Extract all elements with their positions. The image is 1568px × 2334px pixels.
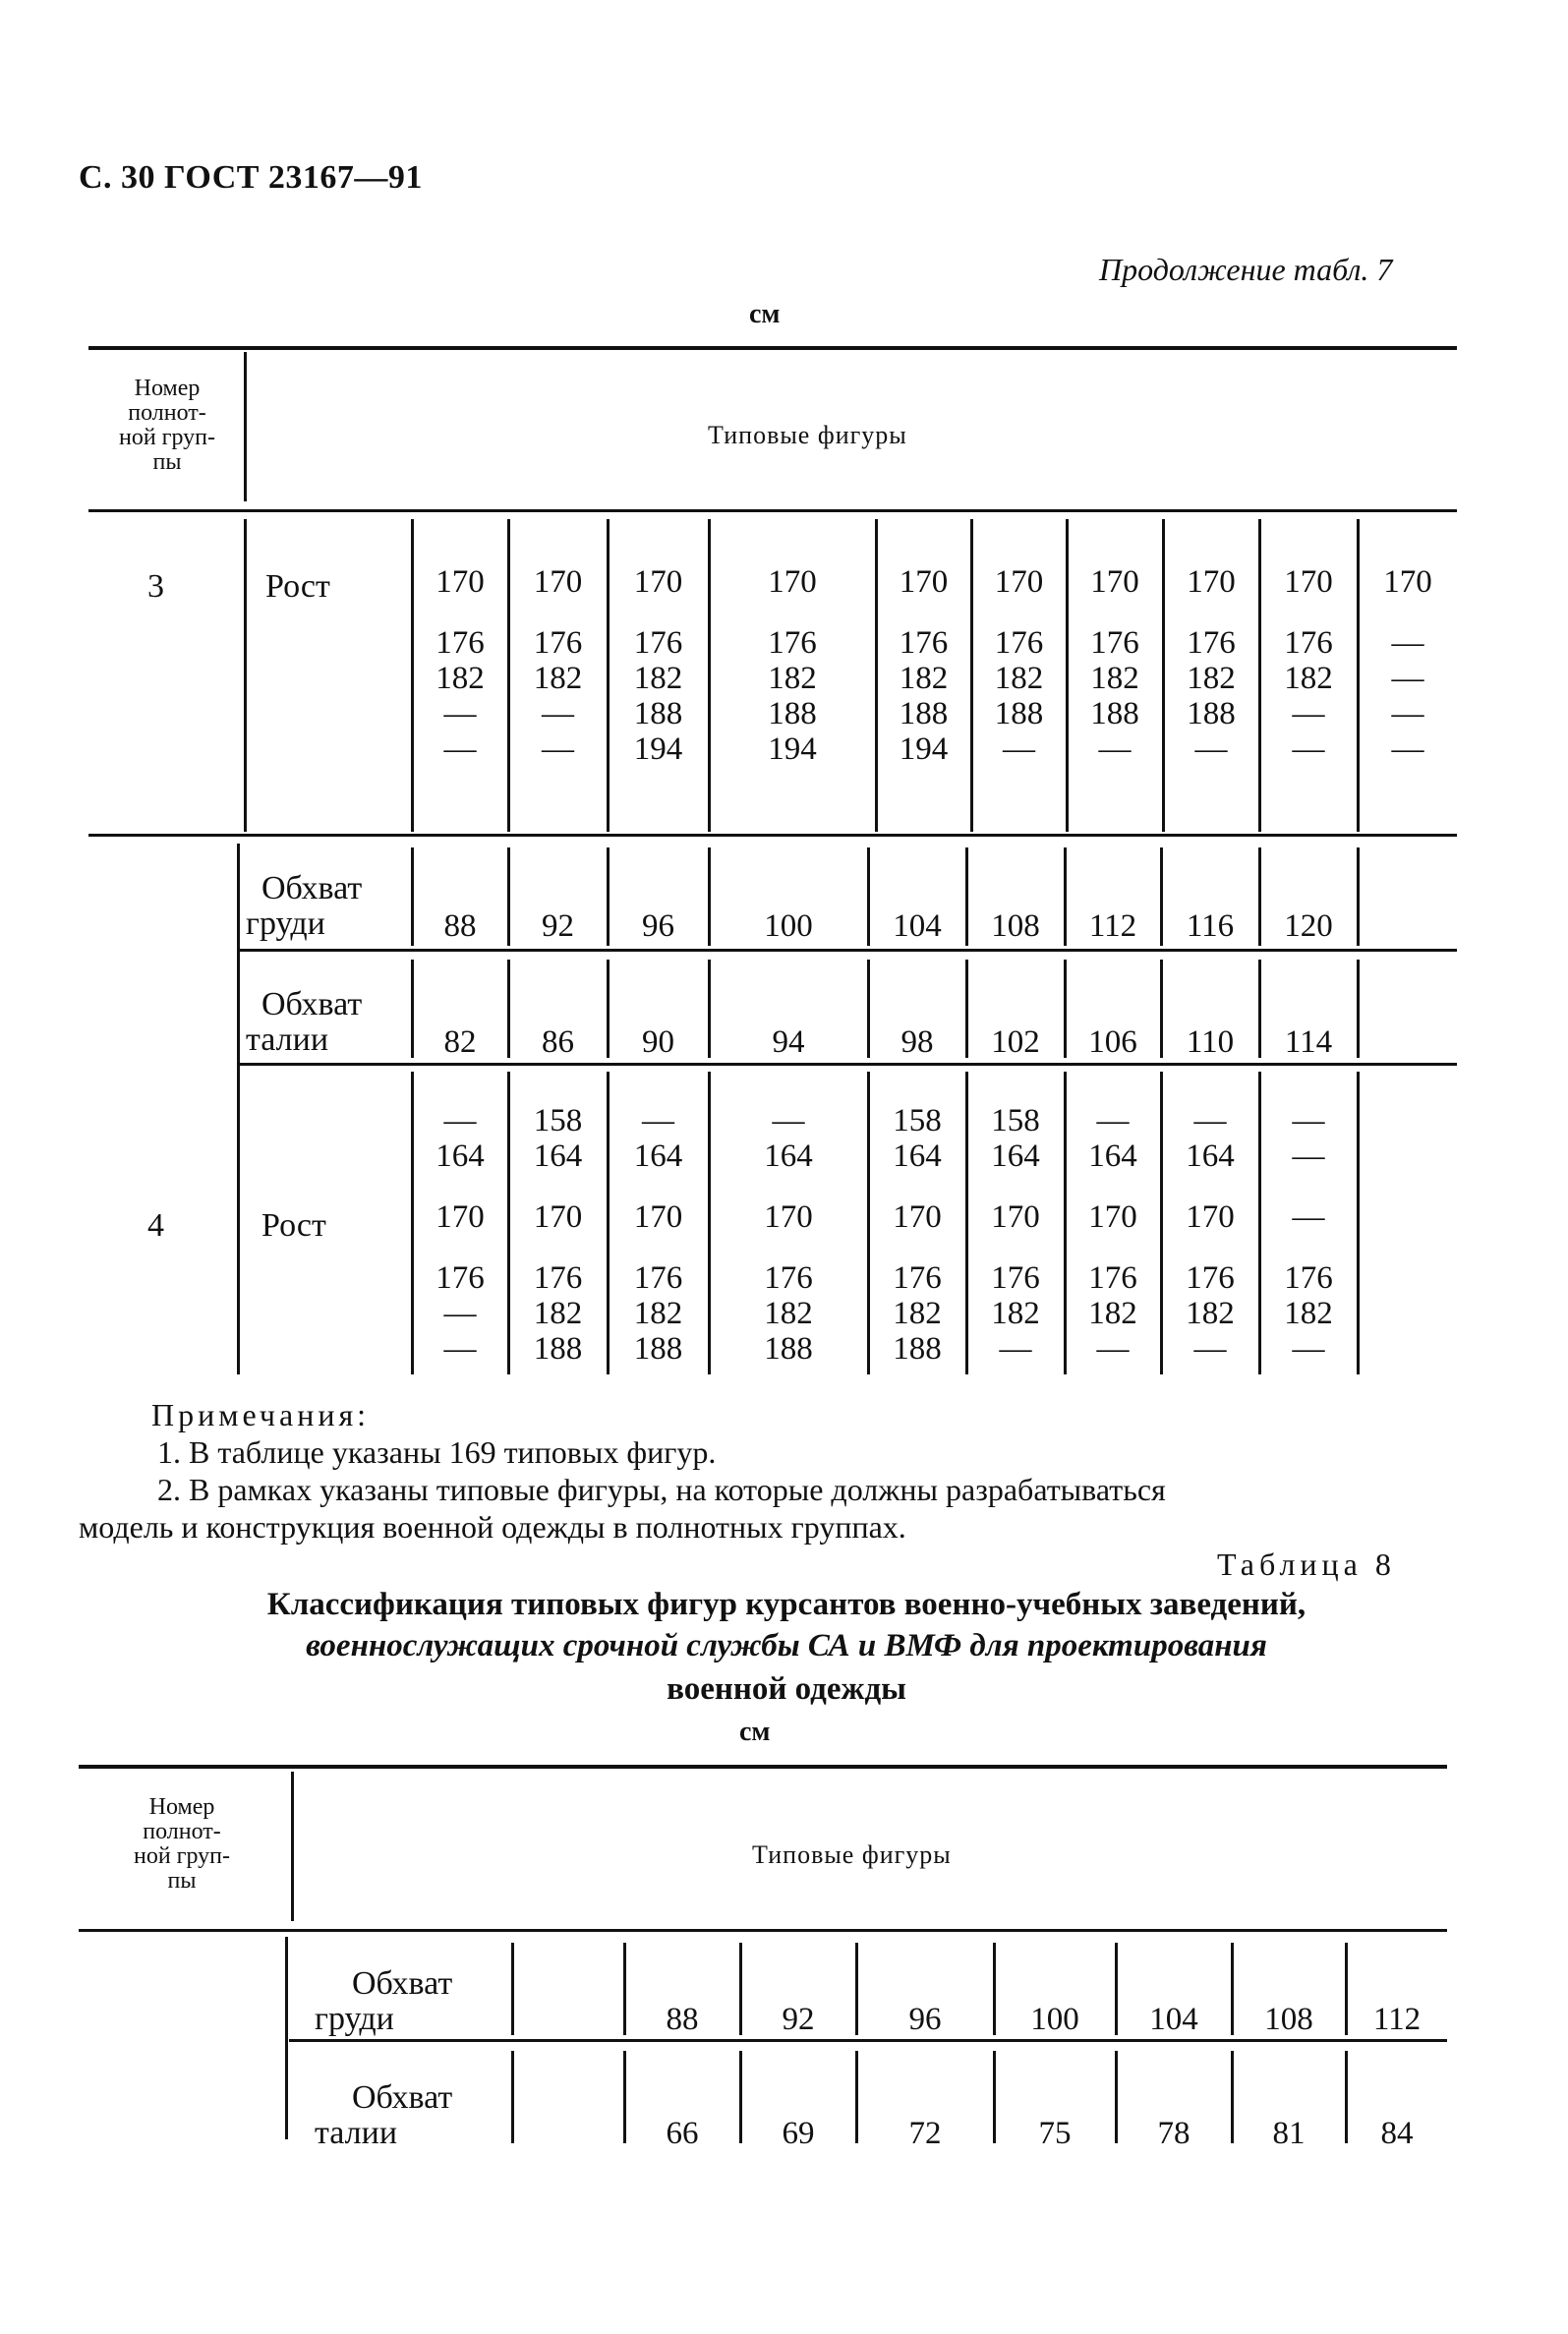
column-divider (507, 960, 510, 1058)
height-value: 182 (768, 661, 817, 696)
column-divider (1345, 1943, 1348, 2035)
height-value: 158 (893, 1103, 942, 1138)
height-value: 164 (533, 1138, 583, 1174)
height-value: — (443, 1103, 477, 1138)
table7-top-rule (88, 346, 1457, 350)
column-divider (607, 519, 610, 832)
table8-label: Таблица 8 (1217, 1546, 1396, 1582)
column-divider (511, 1943, 514, 2035)
height-value: 176 (533, 1260, 583, 1296)
height-value: — (1391, 625, 1424, 661)
chest-value: 92 (542, 908, 574, 944)
height-value: 176 (899, 625, 949, 661)
height-value: 182 (1090, 661, 1139, 696)
height-value: 170 (1187, 564, 1236, 600)
height-value: 182 (1284, 661, 1333, 696)
table8-chest-label: Обхват груди (315, 1965, 453, 2037)
column-divider (867, 1072, 870, 1374)
column-divider (708, 519, 711, 832)
note-2: 2. В рамках указаны типовые фигуры, на которые должны разрабатываться (157, 1472, 1166, 1507)
height-value: — (542, 731, 574, 767)
height-value: — (1292, 1331, 1325, 1367)
column-divider (855, 2051, 858, 2143)
table8-waist-label: Обхват талии (315, 2079, 453, 2151)
height-value: 176 (1186, 1260, 1235, 1296)
height-value: 176 (633, 1260, 683, 1296)
group3-divider (244, 519, 247, 832)
table7-header-divider (244, 352, 247, 501)
column-divider (1115, 2051, 1118, 2143)
height-value: — (1292, 1199, 1325, 1235)
height-value: 170 (899, 564, 949, 600)
table7-figures-header: Типовые фигуры (708, 421, 907, 449)
height-value: — (642, 1103, 674, 1138)
height-value: 164 (991, 1138, 1040, 1174)
chest-value: 88 (666, 2002, 699, 2037)
height-value: 170 (1090, 564, 1139, 600)
group4-waist-rule (240, 1063, 1457, 1066)
column-divider (1064, 960, 1067, 1058)
waist-value: 114 (1284, 1024, 1333, 1060)
height-value: — (1194, 731, 1228, 767)
column-divider (970, 519, 973, 832)
height-value: 182 (764, 1296, 813, 1331)
waist-value: 81 (1272, 2116, 1306, 2151)
height-value: — (772, 1103, 805, 1138)
waist-value: 69 (782, 2116, 815, 2151)
height-value: 176 (1284, 1260, 1333, 1296)
chest-value: 108 (991, 908, 1040, 944)
waist-value: 84 (1380, 2116, 1414, 2151)
column-divider (855, 1943, 858, 2035)
height-value: 170 (768, 564, 817, 600)
waist-value: 78 (1157, 2116, 1191, 2151)
chest-value: 112 (1372, 2002, 1422, 2037)
height-value: — (1292, 731, 1325, 767)
height-value: 170 (1186, 1199, 1235, 1235)
group3-height-label: Рост (265, 568, 330, 605)
table7-header-rule (88, 509, 1457, 512)
height-value: 182 (994, 661, 1044, 696)
column-divider (1357, 960, 1360, 1058)
height-value: 170 (633, 1199, 683, 1235)
chest-value: 100 (764, 908, 813, 944)
column-divider (607, 1072, 610, 1374)
height-value: 188 (533, 1331, 583, 1367)
column-divider (1064, 847, 1067, 946)
height-value: 176 (633, 625, 683, 661)
column-divider (1258, 1072, 1261, 1374)
chest-value: 100 (1030, 2002, 1079, 2037)
height-value: 182 (1088, 1296, 1137, 1331)
height-value: 158 (533, 1103, 583, 1138)
table8-title-line3: военной одежды (667, 1671, 906, 1707)
column-divider (1357, 519, 1360, 832)
chest-value: 120 (1284, 908, 1333, 944)
table8-figures-header: Типовые фигуры (752, 1840, 952, 1869)
height-value: — (1098, 731, 1132, 767)
column-divider (965, 960, 968, 1058)
waist-value: 66 (666, 2116, 699, 2151)
column-divider (411, 519, 414, 832)
height-value: — (1391, 696, 1424, 731)
height-value: 170 (1088, 1199, 1137, 1235)
note-2-continued: модель и конструкция военной одежды в полнотных группах. (79, 1509, 906, 1545)
column-divider (411, 960, 414, 1058)
height-value: — (443, 1331, 477, 1367)
waist-value: 106 (1088, 1024, 1137, 1060)
height-value: 182 (436, 661, 485, 696)
height-value: 176 (436, 625, 485, 661)
waist-value: 86 (542, 1024, 574, 1060)
height-value: 170 (633, 564, 683, 600)
chest-value: 88 (443, 908, 477, 944)
height-value: 158 (991, 1103, 1040, 1138)
height-value: 170 (1383, 564, 1432, 600)
height-value: 176 (533, 625, 583, 661)
height-value: 164 (633, 1138, 683, 1174)
height-value: 170 (436, 564, 485, 600)
chest-value: 96 (642, 908, 674, 944)
column-divider (1258, 519, 1261, 832)
note-1: 1. В таблице указаны 169 типовых фигур. (157, 1434, 717, 1470)
waist-value: 72 (908, 2116, 942, 2151)
column-divider (993, 2051, 996, 2143)
column-divider (507, 847, 510, 946)
column-divider (1162, 519, 1165, 832)
height-value: — (1193, 1331, 1227, 1367)
height-value: — (1193, 1103, 1227, 1138)
group4-chest-label: Обхват груди (246, 870, 363, 942)
group3-bottom-rule (88, 834, 1457, 837)
table7-group-header: Номер полнот- ной груп- пы (118, 376, 216, 475)
column-divider (1160, 1072, 1163, 1374)
height-value: — (542, 696, 574, 731)
table8-header-rule (79, 1929, 1447, 1932)
group3-number: 3 (147, 568, 164, 605)
group4-waist-label: Обхват талии (246, 986, 363, 1058)
height-value: 182 (533, 661, 583, 696)
column-divider (1160, 960, 1163, 1058)
column-divider (1357, 847, 1360, 946)
height-value: 182 (1187, 661, 1236, 696)
notes-title: Примечания: (151, 1397, 371, 1432)
height-value: 194 (899, 731, 949, 767)
height-value: 188 (1090, 696, 1139, 731)
chest-value: 112 (1088, 908, 1137, 944)
table-continuation-label: Продолжение табл. 7 (1099, 252, 1393, 287)
chest-value: 116 (1186, 908, 1235, 944)
height-value: — (1003, 731, 1035, 767)
column-divider (411, 847, 414, 946)
chest-value: 104 (1149, 2002, 1198, 2037)
height-value: — (443, 1296, 477, 1331)
column-divider (511, 2051, 514, 2143)
table8-chest-rule (289, 2039, 1447, 2042)
column-divider (965, 1072, 968, 1374)
height-value: 164 (436, 1138, 485, 1174)
height-value: 188 (633, 696, 683, 731)
height-value: 176 (764, 1260, 813, 1296)
height-value: — (999, 1331, 1032, 1367)
column-divider (867, 847, 870, 946)
table8-header-divider (291, 1772, 294, 1921)
column-divider (1357, 1072, 1360, 1374)
column-divider (411, 1072, 414, 1374)
height-value: 170 (994, 564, 1044, 600)
column-divider (1160, 847, 1163, 946)
column-divider (1064, 1072, 1067, 1374)
height-value: 188 (633, 1331, 683, 1367)
table7-unit: см (749, 299, 781, 329)
column-divider (607, 847, 610, 946)
column-divider (1066, 519, 1069, 832)
height-value: — (1096, 1103, 1130, 1138)
column-divider (708, 847, 711, 946)
chest-value: 108 (1264, 2002, 1313, 2037)
column-divider (708, 960, 711, 1058)
table8-top-rule (79, 1765, 1447, 1769)
height-value: 176 (994, 625, 1044, 661)
column-divider (507, 519, 510, 832)
height-value: 182 (1186, 1296, 1235, 1331)
height-value: 182 (1284, 1296, 1333, 1331)
column-divider (965, 847, 968, 946)
column-divider (623, 2051, 626, 2143)
column-divider (1258, 847, 1261, 946)
waist-value: 98 (900, 1024, 934, 1060)
height-value: 188 (994, 696, 1044, 731)
height-value: — (1096, 1331, 1130, 1367)
height-value: 182 (991, 1296, 1040, 1331)
height-value: 188 (899, 696, 949, 731)
height-value: 176 (768, 625, 817, 661)
column-divider (1231, 2051, 1234, 2143)
height-value: 182 (893, 1296, 942, 1331)
group4-height-label: Рост (261, 1207, 326, 1244)
table8-left-divider (285, 1937, 288, 2139)
waist-value: 102 (991, 1024, 1040, 1060)
height-value: — (1292, 1103, 1325, 1138)
height-value: 164 (764, 1138, 813, 1174)
height-value: 188 (768, 696, 817, 731)
height-value: 164 (893, 1138, 942, 1174)
height-value: 170 (893, 1199, 942, 1235)
height-value: — (1391, 661, 1424, 696)
height-value: 194 (633, 731, 683, 767)
height-value: 170 (764, 1199, 813, 1235)
height-value: 182 (533, 1296, 583, 1331)
height-value: 176 (991, 1260, 1040, 1296)
height-value: 188 (764, 1331, 813, 1367)
column-divider (867, 960, 870, 1058)
height-value: 170 (991, 1199, 1040, 1235)
height-value: 176 (436, 1260, 485, 1296)
height-value: 176 (1090, 625, 1139, 661)
height-value: — (443, 731, 477, 767)
height-value: 182 (633, 1296, 683, 1331)
column-divider (1231, 1943, 1234, 2035)
column-divider (739, 2051, 742, 2143)
height-value: 170 (533, 1199, 583, 1235)
column-divider (875, 519, 878, 832)
height-value: 164 (1088, 1138, 1137, 1174)
height-value: 194 (768, 731, 817, 767)
chest-value: 96 (908, 2002, 942, 2037)
waist-value: 75 (1038, 2116, 1072, 2151)
column-divider (708, 1072, 711, 1374)
column-divider (739, 1943, 742, 2035)
table8-group-header: Номер полнот- ной груп- пы (133, 1794, 231, 1894)
chest-value: 92 (782, 2002, 815, 2037)
table8-title-line1: Классификация типовых фигур курсантов военно-учебных заведений, (266, 1587, 1307, 1622)
waist-value: 82 (443, 1024, 477, 1060)
group4-left-divider (237, 844, 240, 1374)
height-value: 164 (1186, 1138, 1235, 1174)
table8-unit: см (739, 1717, 771, 1747)
column-divider (607, 960, 610, 1058)
height-value: 170 (533, 564, 583, 600)
waist-value: 94 (772, 1024, 805, 1060)
height-value: 188 (1187, 696, 1236, 731)
table8-title-line2: военнослужащих срочной службы СА и ВМФ для проектирования (306, 1628, 1267, 1663)
group4-number: 4 (147, 1207, 164, 1244)
height-value: 176 (1187, 625, 1236, 661)
column-divider (993, 1943, 996, 2035)
column-divider (1115, 1943, 1118, 2035)
height-value: 176 (1284, 625, 1333, 661)
height-value: 182 (633, 661, 683, 696)
height-value: — (1391, 731, 1424, 767)
page-header: С. 30 ГОСТ 23167—91 (79, 159, 423, 196)
column-divider (507, 1072, 510, 1374)
height-value: 182 (899, 661, 949, 696)
height-value: — (1292, 1138, 1325, 1174)
height-value: — (1292, 696, 1325, 731)
chest-value: 104 (893, 908, 942, 944)
column-divider (623, 1943, 626, 2035)
height-value: 176 (893, 1260, 942, 1296)
waist-value: 110 (1186, 1024, 1235, 1060)
column-divider (1345, 2051, 1348, 2143)
waist-value: 90 (642, 1024, 674, 1060)
height-value: 176 (1088, 1260, 1137, 1296)
height-value: 188 (893, 1331, 942, 1367)
column-divider (1258, 960, 1261, 1058)
height-value: — (443, 696, 477, 731)
height-value: 170 (436, 1199, 485, 1235)
group4-chest-rule (240, 949, 1457, 952)
height-value: 170 (1284, 564, 1333, 600)
